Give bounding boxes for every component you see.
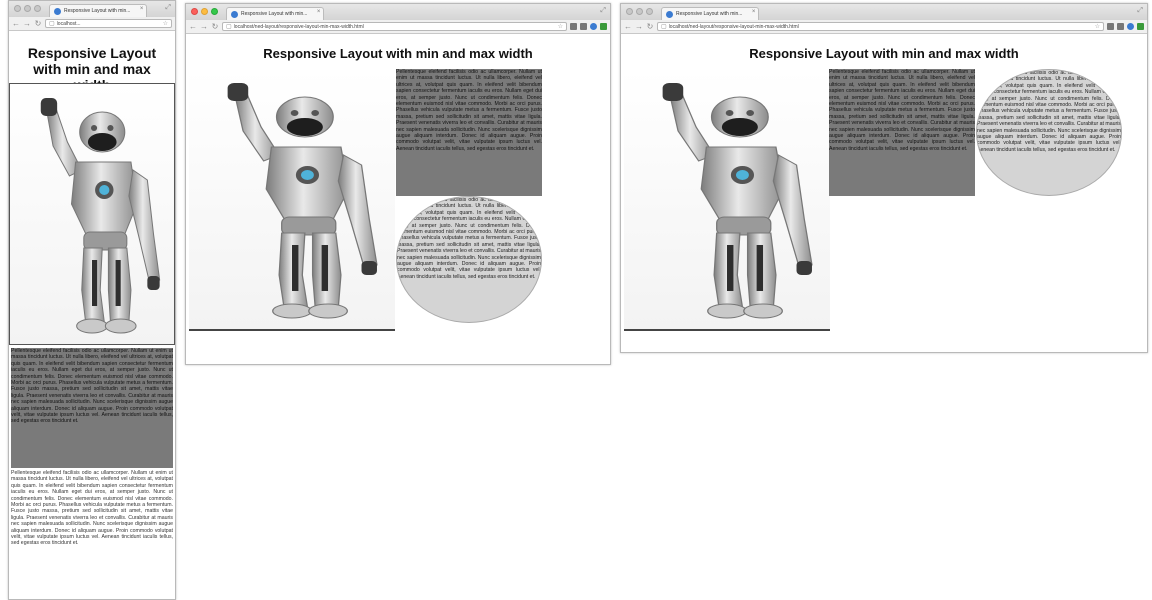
close-icon[interactable]: × <box>139 6 144 12</box>
reload-icon[interactable]: ↻ <box>34 19 42 28</box>
text-block-light <box>976 69 1122 196</box>
paragraph: Pellentesque eleifend facilisis odio ac ullamcorper. Nullam ut enim ut massa tincidunt luctus. Ut nulla libero, eleifend vel ultrices at, volutpat quis quam. In eleifend velit bibendum sapien consectetur fermentum iaculis eu eros. Nullam eget dui eros, at semper justo. Nunc ut condimentum felis. Donec elementum euismod nisl vitae commodo. Morbi ac orci purus. Phasellus vehicula vulputate metus a fermentum. Fusce justo massa, pretium sed sollicitudin sit amet, mattis vitae ligula. Praesent venenatis viverra leo et convallis. Curabitur at mauris nec sapien malesuada sollicitudin. Nunc scelerisque dignissim augue aliquam interdum. Donec id aliquam augue. Proin commodo volutpat velit, vitae vulputate ipsum luctus vel. Aenean tincidunt iaculis tellus, sed egestas eros tincidunt et. <box>11 348 173 425</box>
browser-toolbar <box>9 17 175 31</box>
close-icon[interactable]: × <box>751 9 756 15</box>
extension-icon[interactable] <box>1117 23 1124 30</box>
paragraph: Pellentesque eleifend facilisis odio ac ullamcorper. Nullam ut enim ut massa tincidunt luctus. Ut nulla libero, eleifend vel ultrices at, volutpat quis quam. In eleifend velit bibendum sapien consectetur fermentum iaculis eu eros. Nullam eget dui eros, at semper justo. Nunc ut condimentum felis. Donec elementum euismod nisl vitae commodo. Morbi ac orci purus. Phasellus vehicula vulputate metus a fermentum. Fusce justo massa, pretium sed sollicitudin sit amet, mattis vitae ligula. Praesent venenatis viverra leo et convallis. Curabitur at mauris nec sapien malesuada sollicitudin. Nunc scelerisque dignissim augue aliquam interdum. Donec id aliquam augue. Proin commodo volutpat velit, vitae vulputate ipsum luctus vel. Aenean tincidunt iaculis tellus, sed egestas eros tincidunt et. <box>977 70 1121 153</box>
url-text: localhost/ned-layout/responsive-layout-min-max-width.html <box>668 23 799 30</box>
address-bar[interactable] <box>45 19 172 28</box>
tab-bar <box>186 4 610 20</box>
url-text: localhost... <box>56 20 81 27</box>
address-bar[interactable] <box>222 22 567 31</box>
expand-icon[interactable]: ⤢ <box>165 4 171 11</box>
minimize-window-button[interactable] <box>24 5 31 12</box>
back-icon[interactable]: ← <box>189 22 197 31</box>
browser-tab[interactable] <box>49 4 147 17</box>
close-window-button[interactable] <box>191 8 198 15</box>
window-controls <box>626 8 653 15</box>
text-block-light <box>396 196 542 323</box>
star-icon[interactable]: ☆ <box>1094 24 1100 30</box>
close-icon[interactable]: × <box>316 9 321 15</box>
robot-image <box>624 69 830 331</box>
browser-tab[interactable] <box>661 7 759 20</box>
text-block-light <box>11 470 173 599</box>
favicon-icon <box>231 11 238 18</box>
tab-bar <box>9 1 175 17</box>
page-icon: ▢ <box>226 24 232 30</box>
page-title: Responsive Layout with min and max width <box>749 46 1019 61</box>
page-title: Responsive Layout with min and max width <box>263 46 533 61</box>
browser-tab[interactable] <box>226 7 324 20</box>
back-icon[interactable]: ← <box>12 19 20 28</box>
extension-icon[interactable] <box>600 23 607 30</box>
text-block-dark <box>829 69 975 196</box>
favicon-icon <box>666 11 673 18</box>
browser-window-wide <box>620 3 1148 353</box>
tab-title: Responsive Layout with min... <box>676 11 743 17</box>
url-text: localhost/ned-layout/responsive-layout-min-max-width.html <box>233 23 364 30</box>
forward-icon[interactable]: → <box>200 22 208 31</box>
back-icon[interactable]: ← <box>624 22 632 31</box>
browser-toolbar <box>621 20 1147 34</box>
star-icon[interactable]: ☆ <box>162 21 168 27</box>
page-icon: ▢ <box>661 24 667 30</box>
reload-icon[interactable]: ↻ <box>211 22 219 31</box>
zoom-window-button[interactable] <box>211 8 218 15</box>
browser-window-narrow <box>8 0 176 600</box>
extension-icon[interactable] <box>1127 23 1134 30</box>
paragraph: Pellentesque eleifend facilisis odio ac ullamcorper. Nullam ut enim ut massa tincidunt luctus. Ut nulla libero, eleifend vel ultrices at, volutpat quis quam. In eleifend velit bibendum sapien consectetur fermentum iaculis eu eros. Nullam eget dui eros, at semper justo. Nunc ut condimentum felis. Donec elementum euismod nisl vitae commodo. Morbi ac orci purus. Phasellus vehicula vulputate metus a fermentum. Fusce justo massa, pretium sed sollicitudin sit amet, mattis vitae ligula. Praesent venenatis viverra leo et convallis. Curabitur at mauris nec sapien malesuada sollicitudin. Nunc scelerisque dignissim augue aliquam interdum. Donec id aliquam augue. Proin commodo volutpat velit, vitae vulputate ipsum luctus vel. Aenean tincidunt iaculis tellus, sed egestas eros tincidunt et. <box>396 69 542 152</box>
address-bar[interactable] <box>657 22 1104 31</box>
extension-icon[interactable] <box>1137 23 1144 30</box>
paragraph: Pellentesque eleifend facilisis odio ac ullamcorper. Nullam ut enim ut massa tincidunt luctus. Ut nulla libero, eleifend vel ultrices at, volutpat quis quam. In eleifend velit bibendum sapien consectetur fermentum iaculis eu eros. Nullam eget dui eros, at semper justo. Nunc ut condimentum felis. Donec elementum euismod nisl vitae commodo. Morbi ac orci purus. Phasellus vehicula vulputate metus a fermentum. Fusce justo massa, pretium sed sollicitudin sit amet, mattis vitae ligula. Praesent venenatis viverra leo et convallis. Curabitur at mauris nec sapien malesuada sollicitudin. Nunc scelerisque dignissim augue aliquam interdum. Donec id aliquam augue. Proin commodo volutpat velit, vitae vulputate ipsum luctus vel. Aenean tincidunt iaculis tellus, sed egestas eros tincidunt et. <box>11 470 173 547</box>
browser-window-medium <box>185 3 611 365</box>
tab-title: Responsive Layout with min... <box>241 11 308 17</box>
robot-image <box>189 69 395 331</box>
page-viewport <box>9 31 175 599</box>
extension-icon[interactable] <box>1107 23 1114 30</box>
browser-toolbar <box>186 20 610 34</box>
star-icon[interactable]: ☆ <box>557 24 563 30</box>
extension-icon[interactable] <box>570 23 577 30</box>
favicon-icon <box>54 8 61 15</box>
robot-image <box>9 83 175 345</box>
forward-icon[interactable]: → <box>23 19 31 28</box>
minimize-window-button[interactable] <box>636 8 643 15</box>
page-title: Responsive Layout with min and max <box>27 45 157 77</box>
zoom-window-button[interactable] <box>646 8 653 15</box>
expand-icon[interactable]: ⤢ <box>1137 7 1143 14</box>
window-controls <box>14 5 41 12</box>
close-window-button[interactable] <box>14 5 21 12</box>
paragraph: Pellentesque eleifend facilisis odio ac ullamcorper. Nullam ut enim ut massa tincidunt luctus. Ut nulla libero, eleifend vel ultrices at, volutpat quis quam. In eleifend velit bibendum sapien consectetur fermentum iaculis eu eros. Nullam eget dui eros, at semper justo. Nunc ut condimentum felis. Donec elementum euismod nisl vitae commodo. Morbi ac orci purus. Phasellus vehicula vulputate metus a fermentum. Fusce justo massa, pretium sed sollicitudin sit amet, mattis vitae ligula. Praesent venenatis viverra leo et convallis. Curabitur at mauris nec sapien malesuada sollicitudin. Nunc scelerisque dignissim augue aliquam interdum. Donec id aliquam augue. Proin commodo volutpat velit, vitae vulputate ipsum luctus vel. Aenean tincidunt iaculis tellus, sed egestas eros tincidunt et. <box>397 197 541 280</box>
page-viewport <box>186 34 610 364</box>
paragraph: Pellentesque eleifend facilisis odio ac ullamcorper. Nullam ut enim ut massa tincidunt luctus. Ut nulla libero, eleifend vel ultrices at, volutpat quis quam. In eleifend velit bibendum sapien consectetur fermentum iaculis eu eros. Nullam eget dui eros, at semper justo. Nunc ut condimentum felis. Donec elementum euismod nisl vitae commodo. Morbi ac orci purus. Phasellus vehicula vulputate metus a fermentum. Fusce justo massa, pretium sed sollicitudin sit amet, mattis vitae ligula. Praesent venenatis viverra leo et convallis. Curabitur at mauris nec sapien malesuada sollicitudin. Nunc scelerisque dignissim augue aliquam interdum. Donec id aliquam augue. Proin commodo volutpat velit, vitae vulputate ipsum luctus vel. Aenean tincidunt iaculis tellus, sed egestas eros tincidunt et. <box>829 69 975 152</box>
page-viewport <box>621 34 1147 352</box>
minimize-window-button[interactable] <box>201 8 208 15</box>
forward-icon[interactable]: → <box>635 22 643 31</box>
close-window-button[interactable] <box>626 8 633 15</box>
reload-icon[interactable]: ↻ <box>646 22 654 31</box>
extension-icon[interactable] <box>590 23 597 30</box>
window-controls <box>191 8 218 15</box>
text-block-dark <box>11 348 173 468</box>
zoom-window-button[interactable] <box>34 5 41 12</box>
page-icon: ▢ <box>49 21 55 27</box>
tab-bar <box>621 4 1147 20</box>
extension-icon[interactable] <box>580 23 587 30</box>
expand-icon[interactable]: ⤢ <box>600 7 606 14</box>
text-block-dark <box>396 69 542 196</box>
tab-title: Responsive Layout with min... <box>64 8 131 14</box>
